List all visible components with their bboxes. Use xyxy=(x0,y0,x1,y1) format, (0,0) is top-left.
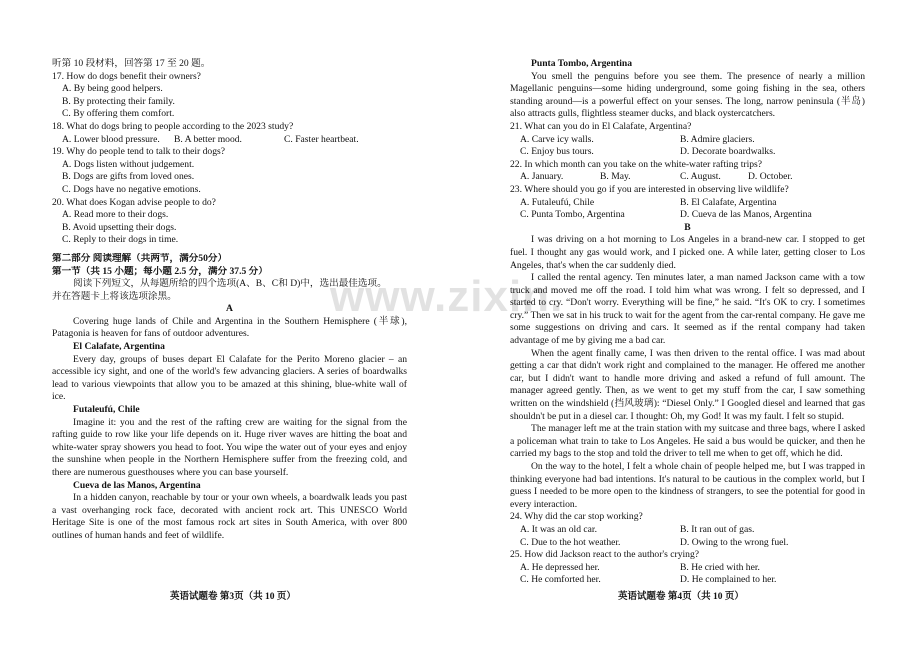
option-b: B. Admire glaciers. xyxy=(680,133,755,145)
passage-b-paragraph-4: The manager left me at the train station with my suitcase and three bags, where I asked a policeman what train to take to Los Angeles. He said a bus would be quicker, and then he carried my bags to the stop and told the driver to tell me when to get off, which he did. xyxy=(510,423,865,460)
page-footer-left: 英语试题卷 第3页（共 10 页） xyxy=(170,592,296,602)
options-row xyxy=(510,574,865,587)
passage-b-paragraph-1: I was driving on a hot morning to Los Angeles in a brand-new car. I stopped to get fuel. I thought any gas would work, and I picked one. A while later, getting closer to Los Angeles, that's when the car suddenly died. xyxy=(510,234,865,271)
options-row xyxy=(510,197,865,210)
option-a: A. Dogs listen without judgement. xyxy=(62,158,195,170)
option-c: C. By offering them comfort. xyxy=(62,108,175,120)
option-d: D. Cueva de las Manos, Argentina xyxy=(680,209,812,221)
question-22 xyxy=(510,159,865,184)
option-c: C. Enjoy bus tours. xyxy=(520,146,594,158)
options-row xyxy=(510,562,865,575)
futaleufu-text: Imagine it: you and the rest of the rafting crew are waiting for the signal from the rafting guide to row like your life depends on it. Huge river waves are hitting the boat and white-water spray showers you head to foot. You wipe the water out of your eyes and enjoy the sunshine when people in the Northern Hemisphere suffer from the freezing cold, and there are numerous guesthouses where you can base yourself. xyxy=(52,416,407,478)
option-b: B. He cried with her. xyxy=(680,561,760,573)
option-b: B. It ran out of gas. xyxy=(680,523,755,535)
option-b: B. By protecting their family. xyxy=(62,95,175,107)
option-b: B. A better mood. xyxy=(174,133,242,145)
option-b: B. Avoid upsetting their dogs. xyxy=(62,221,177,233)
option-a: A. By being good helpers. xyxy=(62,83,163,95)
question-17 xyxy=(52,71,407,121)
watermark: www.zixin. xyxy=(330,272,564,321)
punta-tombo-title: Punta Tombo, Argentina xyxy=(531,58,633,69)
option-b: B. Dogs are gifts from loved ones. xyxy=(62,171,195,183)
question-stem: 18. What do dogs bring to people according to the 2023 study? xyxy=(52,120,294,132)
options-row xyxy=(52,134,407,147)
option-b: B. El Calafate, Argentina xyxy=(680,196,777,208)
option-c: C. Dogs have no negative emotions. xyxy=(62,183,201,195)
option-a: A. Read more to their dogs. xyxy=(62,209,169,221)
option-b: B. May. xyxy=(600,171,631,183)
option-d: D. He complained to her. xyxy=(680,574,777,586)
el-calafate-title: El Calafate, Argentina xyxy=(73,341,165,353)
option-d: D. Owing to the wrong fuel. xyxy=(680,536,789,548)
passage-a-label: A xyxy=(226,303,233,315)
question-23 xyxy=(510,184,865,222)
page-footer-right: 英语试题卷 第4页（共 10 页） xyxy=(618,592,744,602)
cueva-title: Cueva de las Manos, Argentina xyxy=(73,479,201,491)
instruction-line-1: 阅读下列短文，从每题所给的四个选项(A、B、C和 D)中，选出最佳选项。 xyxy=(73,278,387,290)
options-row xyxy=(510,146,865,159)
option-a: A. Carve icy walls. xyxy=(520,133,594,145)
question-18 xyxy=(52,121,407,146)
question-19 xyxy=(52,146,407,196)
punta-tombo-text: You smell the penguins before you see them. The presence of nearly a million Magellanic penguins—some hiding underground, some going fishing in the sea, others standing around—is a powerful effect on your senses. The long, narrow peninsula (半岛) also attracts gulls, flightless steamer ducks, and black oystercatchers. xyxy=(510,70,865,120)
right-page xyxy=(510,58,865,587)
options-row xyxy=(510,171,865,184)
el-calafate-text: Every day, groups of buses depart El Calafate for the Perito Moreno glacier – an accessible icy sight, and one of the world's few advancing glaciers. A series of boardwalks lead to various viewpoints that allow you to be amazed at this shining, blue-white wall of ice. xyxy=(52,353,407,403)
option-c: C. Faster heartbeat. xyxy=(284,133,359,145)
option-a: A. January. xyxy=(520,171,564,183)
option-a: A. Lower blood pressure. xyxy=(62,133,160,145)
options-row xyxy=(510,134,865,147)
option-c: C. He comforted her. xyxy=(520,574,601,586)
instruction-line-2: 并在答题卡上将该选项涂黑。 xyxy=(52,290,177,302)
options-row xyxy=(510,524,865,537)
passage-b-paragraph-5: On the way to the hotel, I felt a whole chain of people helped me, but I was trapped in thinking everyone had bad intentions. It's natural to be cautious in the complex world, but I guess I needed to be more open to the kindness of strangers, to see the potential for good in every interaction. xyxy=(510,461,865,510)
question-stem: 17. How do dogs benefit their owners? xyxy=(52,70,201,82)
question-stem: 24. Why did the car stop working? xyxy=(510,511,643,523)
option-a: A. He depressed her. xyxy=(520,561,600,573)
question-stem: 21. What can you do in El Calafate, Argentina? xyxy=(510,120,692,132)
cueva-text: In a hidden canyon, reachable by tour or your own wheels, a boardwalk leads you past a vast overhanging rock face, decorated with ancient rock art. This UNESCO World Heritage Site is one of the most famous rock art sites in South America, with over 800 outlines of human hands and feet of wildlife. xyxy=(52,492,407,541)
passage-b-label: B xyxy=(684,221,691,233)
option-c: C. Due to the hot weather. xyxy=(520,536,621,548)
option-c: C. Reply to their dogs in time. xyxy=(62,234,179,246)
passage-a-intro: Covering huge lands of Chile and Argentina in the Southern Hemisphere (半球), Patagonia is heaven for fans of outdoor adventures. xyxy=(52,315,407,340)
option-c: C. Punta Tombo, Argentina xyxy=(520,209,625,221)
question-stem: 20. What does Kogan advise people to do? xyxy=(52,196,216,208)
left-page xyxy=(52,58,407,543)
question-20 xyxy=(52,197,407,247)
options-row xyxy=(510,209,865,222)
section-one-heading: 第一节（共 15 小题；每小题 2.5 分，满分 37.5 分） xyxy=(52,265,268,277)
futaleufu-title: Futaleufú, Chile xyxy=(73,404,140,416)
question-stem: 23. Where should you go if you are interested in observing live wildlife? xyxy=(510,183,789,195)
options-row xyxy=(510,537,865,550)
question-25 xyxy=(510,549,865,587)
option-d: D. October. xyxy=(748,171,793,183)
question-stem: 19. Why do people tend to talk to their dogs? xyxy=(52,146,226,158)
question-stem: 22. In which month can you take on the white-water rafting trips? xyxy=(510,158,763,170)
option-a: A. It was an old car. xyxy=(520,523,597,535)
option-d: D. Decorate boardwalks. xyxy=(680,146,776,158)
question-21 xyxy=(510,121,865,159)
part-two-heading: 第二部分 阅读理解（共两节，满分50分） xyxy=(52,252,228,264)
passage-b-paragraph-2: I called the rental agency. Ten minutes later, a man named Jackson came with a tow truck and moved me off the road. I told him what was wrong. I felt so depressed, and I started to cry. “Don't worry. Everything will be fine,” he said. “It's OK to cry. I sometimes cry.” Then we sat in his truck to wait for the agent from the car-rental company. He gave me some suggestions on driving and cars. It seemed as if the rental company had taken advantage of me by giving me a bad car. xyxy=(510,272,865,347)
question-stem: 25. How did Jackson react to the author's crying? xyxy=(510,549,700,561)
option-c: C. August. xyxy=(680,171,721,183)
option-a: A. Futaleufú, Chile xyxy=(520,196,595,208)
passage-b-paragraph-3: When the agent finally came, I was then driven to the rental office. I was mad about getting a car that didn't work right and complained to the manager. He offered me another car, but I didn't want to handle more driving and asked a refund of full amount. The manager agreed gently. Then, as we went to get my stuff from the car, I saw something written on the windshield (挡风玻璃): “Diesel Only.” I Googled diesel and learned that gas shouldn't be put in a diesel car. I thought: Oh, my God! It was my fault. I felt so stupid. xyxy=(510,347,865,422)
question-24 xyxy=(510,511,865,549)
listening-intro: 听第 10 段材料，回答第 17 至 20 题。 xyxy=(52,58,211,69)
